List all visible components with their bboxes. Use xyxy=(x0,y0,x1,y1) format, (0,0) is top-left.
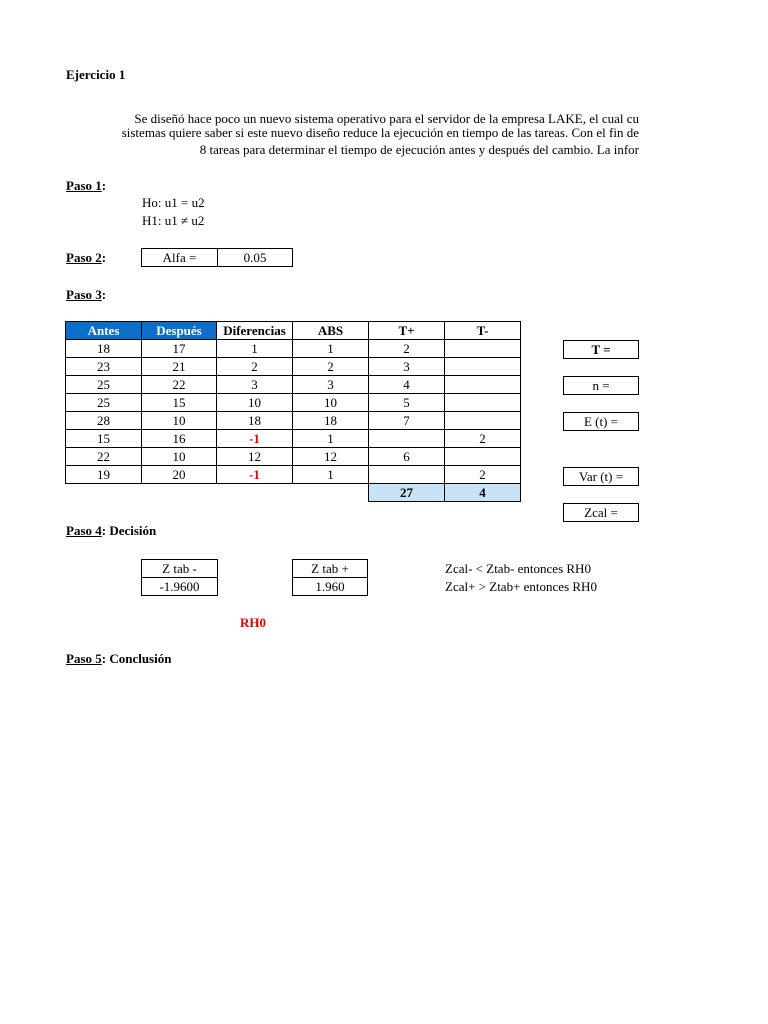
col-header-t-plus: T+ xyxy=(369,322,445,340)
total-t-minus: 4 xyxy=(445,484,521,502)
expected-t-box: E (t) = xyxy=(563,412,639,431)
cell-t-minus: 2 xyxy=(445,466,521,484)
cell-t-plus: 7 xyxy=(369,412,445,430)
cell-despues: 22 xyxy=(142,376,217,394)
paso5-label: Paso 5 xyxy=(66,651,102,666)
cell-despues: 15 xyxy=(142,394,217,412)
cell-diferencia: 12 xyxy=(217,448,293,466)
table-row xyxy=(66,394,521,412)
cell-antes: 22 xyxy=(66,448,142,466)
cell-abs: 12 xyxy=(293,448,369,466)
cell-despues: 10 xyxy=(142,448,217,466)
zcal-box: Zcal = xyxy=(563,503,639,522)
cell-abs: 3 xyxy=(293,376,369,394)
cell-diferencia: 1 xyxy=(217,340,293,358)
decision-rule-2: Zcal+ > Ztab+ entonces RH0 xyxy=(445,579,597,594)
cell-despues: 16 xyxy=(142,430,217,448)
col-header-despues: Después xyxy=(142,322,217,340)
cell-despues: 10 xyxy=(142,412,217,430)
paso5-suffix: : Conclusión xyxy=(101,651,172,666)
table-row xyxy=(66,358,521,376)
cell-diferencia-negative: -1 xyxy=(217,430,293,448)
cell-diferencia-negative: -1 xyxy=(217,466,293,484)
totals-row xyxy=(66,484,521,502)
cell-antes: 28 xyxy=(66,412,142,430)
empty-cell xyxy=(217,484,293,502)
paso2-heading xyxy=(66,250,106,266)
cell-abs: 10 xyxy=(293,394,369,412)
cell-t-minus xyxy=(445,394,521,412)
cell-t-plus: 6 xyxy=(369,448,445,466)
col-header-abs: ABS xyxy=(293,322,369,340)
cell-antes: 25 xyxy=(66,376,142,394)
decision-result: RH0 xyxy=(240,615,266,630)
cell-abs: 1 xyxy=(293,430,369,448)
cell-antes: 19 xyxy=(66,466,142,484)
cell-despues: 20 xyxy=(142,466,217,484)
empty-cell xyxy=(66,484,142,502)
cell-t-minus xyxy=(445,340,521,358)
cell-abs: 2 xyxy=(293,358,369,376)
cell-antes: 18 xyxy=(66,340,142,358)
alfa-label-cell: Alfa = xyxy=(141,248,218,267)
paso1-suffix: : xyxy=(101,178,107,193)
cell-antes: 25 xyxy=(66,394,142,412)
ztab-minus-value: -1.9600 xyxy=(141,577,218,596)
t-statistic-label: T = xyxy=(591,342,611,357)
cell-antes: 23 xyxy=(66,358,142,376)
cell-despues: 21 xyxy=(142,358,217,376)
table-row xyxy=(66,466,521,484)
ztab-minus-label: Z tab - xyxy=(141,559,218,578)
cell-t-plus xyxy=(369,430,445,448)
col-header-t-minus: T- xyxy=(445,322,521,340)
hypothesis-alt: H1: u1 ≠ u2 xyxy=(142,213,205,228)
cell-diferencia: 18 xyxy=(217,412,293,430)
paso3-suffix: : xyxy=(101,287,107,302)
paso4-suffix: : Decisión xyxy=(101,523,157,538)
table-row xyxy=(66,376,521,394)
cell-t-plus: 4 xyxy=(369,376,445,394)
table-row xyxy=(66,340,521,358)
paso2-label: Paso 2 xyxy=(66,250,102,265)
empty-cell xyxy=(293,484,369,502)
cell-diferencia: 3 xyxy=(217,376,293,394)
intro-line-3: 8 tareas para determinar el tiempo de ejecución antes y después del cambio. La infor xyxy=(199,142,639,157)
cell-diferencia: 10 xyxy=(217,394,293,412)
paso3-heading xyxy=(66,287,106,303)
cell-t-minus xyxy=(445,412,521,430)
n-box: n = xyxy=(563,376,639,395)
empty-cell xyxy=(142,484,217,502)
alfa-value-cell: 0.05 xyxy=(217,248,293,267)
intro-line-1: Se diseñó hace poco un nuevo sistema operativo para el servidor de la empresa LAKE, el cual cu xyxy=(134,111,639,126)
paso4-label: Paso 4 xyxy=(66,523,102,538)
ztab-plus-value: 1.960 xyxy=(292,577,368,596)
cell-t-plus: 2 xyxy=(369,340,445,358)
total-t-plus: 27 xyxy=(369,484,445,502)
wilcoxon-table xyxy=(65,321,521,502)
col-header-antes: Antes xyxy=(66,322,142,340)
decision-rule-1: Zcal- < Ztab- entonces RH0 xyxy=(445,561,591,576)
paso4-heading xyxy=(66,523,156,539)
table-row xyxy=(66,430,521,448)
cell-t-plus xyxy=(369,466,445,484)
page-title: Ejercicio 1 xyxy=(66,67,126,82)
paso5-heading xyxy=(66,651,171,667)
cell-antes: 15 xyxy=(66,430,142,448)
cell-t-plus: 3 xyxy=(369,358,445,376)
cell-abs: 1 xyxy=(293,340,369,358)
variance-t-box: Var (t) = xyxy=(563,467,639,486)
cell-t-minus xyxy=(445,358,521,376)
paso2-suffix: : xyxy=(101,250,107,265)
table-row xyxy=(66,448,521,466)
table-row xyxy=(66,412,521,430)
cell-despues: 17 xyxy=(142,340,217,358)
col-header-diferencias: Diferencias xyxy=(217,322,293,340)
paso3-label: Paso 3 xyxy=(66,287,102,302)
paso1-label: Paso 1 xyxy=(66,178,102,193)
cell-t-minus: 2 xyxy=(445,430,521,448)
cell-diferencia: 2 xyxy=(217,358,293,376)
cell-t-plus: 5 xyxy=(369,394,445,412)
cell-t-minus xyxy=(445,376,521,394)
ztab-plus-label: Z tab + xyxy=(292,559,368,578)
hypothesis-null: Ho: u1 = u2 xyxy=(142,195,205,210)
intro-line-2: sistemas quiere saber si este nuevo diseño reduce la ejecución en tiempo de las tareas. Con el fin de xyxy=(121,125,639,140)
cell-abs: 18 xyxy=(293,412,369,430)
paso1-heading xyxy=(66,178,106,194)
cell-t-minus xyxy=(445,448,521,466)
t-statistic-box xyxy=(563,340,639,359)
cell-abs: 1 xyxy=(293,466,369,484)
table-header-row xyxy=(66,322,521,340)
